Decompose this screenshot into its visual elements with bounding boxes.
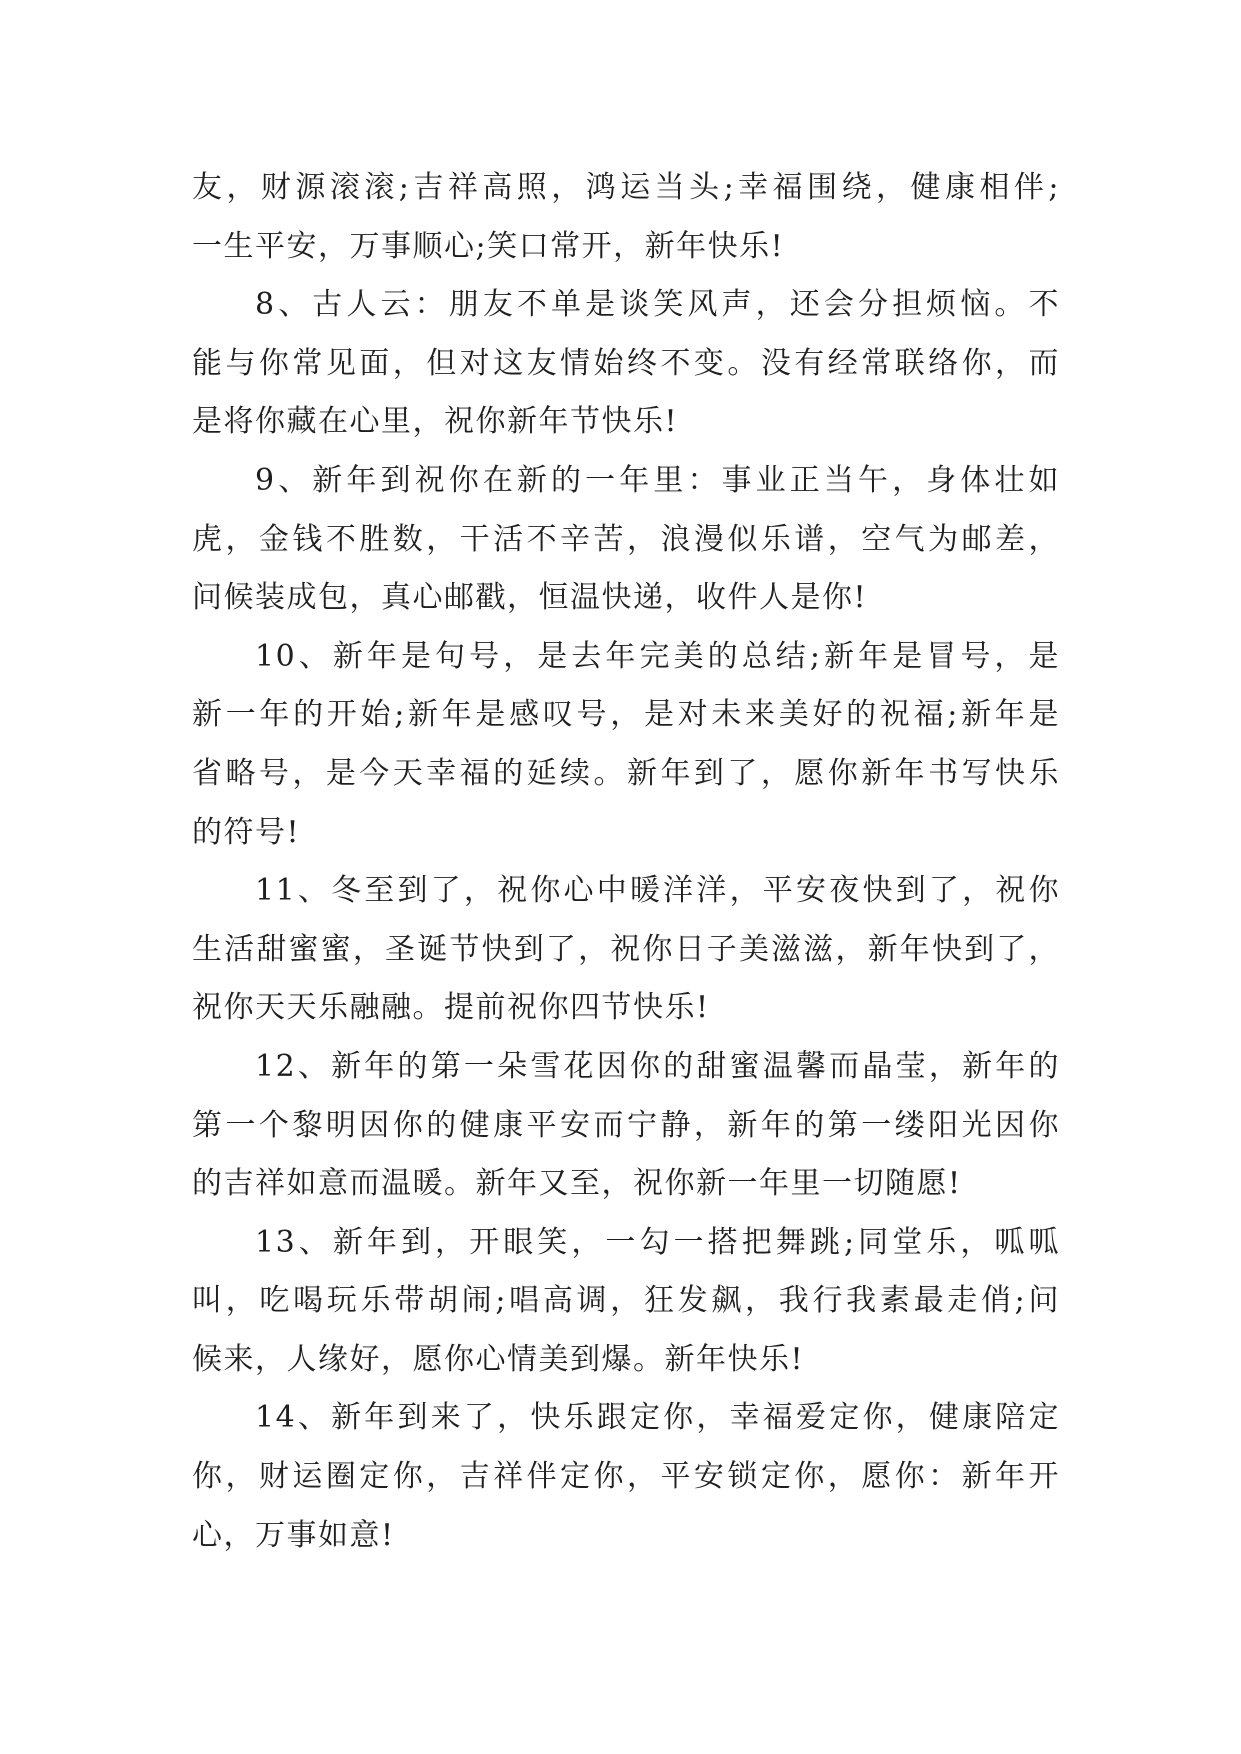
text-line: 的符号! [192, 814, 301, 850]
text-line: 13、新年到，开眼笑，一勾一搭把舞跳;同堂乐，呱呱 [255, 1224, 1060, 1260]
text-line: 省略号，是今天幸福的延续。新年到了，愿你新年书写快乐 [192, 755, 1060, 791]
text-line: 能与你常见面，但对这友情始终不变。没有经常联络你，而 [192, 345, 1060, 381]
paragraph-10 [192, 628, 1060, 862]
text-line: 祝你天天乐融融。提前祝你四节快乐! [192, 990, 710, 1026]
body-text [192, 159, 1060, 1565]
paragraph-9 [192, 452, 1060, 628]
paragraph-8 [192, 276, 1060, 452]
text-line: 9、新年到祝你在新的一年里：事业正当午，身体壮如 [255, 462, 1060, 498]
text-line: 一生平安，万事顺心;笑口常开，新年快乐! [192, 228, 785, 264]
text-line: 友，财源滚滚;吉祥高照，鸿运当头;幸福围绕，健康相伴; [192, 170, 1060, 205]
text-line: 问候装成包，真心邮戳，恒温快递，收件人是你! [192, 580, 868, 616]
paragraph-11 [192, 862, 1060, 1038]
text-line: 心，万事如意! [192, 1517, 395, 1553]
paragraph-continuation [192, 159, 1060, 276]
text-line: 你，财运圈定你，吉祥伴定你，平安锁定你，愿你：新年开 [192, 1459, 1060, 1495]
text-line: 8、古人云：朋友不单是谈笑风声，还会分担烦恼。不 [255, 287, 1060, 323]
text-line: 候来，人缘好，愿你心情美到爆。新年快乐! [192, 1341, 805, 1377]
text-line: 14、新年到来了，快乐跟定你，幸福爱定你，健康陪定 [255, 1400, 1060, 1436]
paragraph-14 [192, 1389, 1060, 1565]
text-line: 生活甜蜜蜜，圣诞节快到了，祝你日子美滋滋，新年快到了， [192, 931, 1060, 967]
text-line: 10、新年是句号，是去年完美的总结;新年是冒号，是 [255, 638, 1060, 674]
text-line: 新一年的开始;新年是感叹号，是对未来美好的祝福;新年是 [192, 697, 1060, 733]
paragraph-13 [192, 1214, 1060, 1390]
text-line: 的吉祥如意而温暖。新年又至，祝你新一年里一切随愿! [192, 1166, 962, 1202]
text-line: 是将你藏在心里，祝你新年节快乐! [192, 404, 679, 440]
text-line: 第一个黎明因你的健康平安而宁静，新年的第一缕阳光因你 [192, 1107, 1060, 1143]
paragraph-12 [192, 1038, 1060, 1214]
text-line: 虎，金钱不胜数，干活不辛苦，浪漫似乐谱，空气为邮差， [192, 521, 1060, 557]
text-line: 11、冬至到了，祝你心中暖洋洋，平安夜快到了，祝你 [255, 873, 1060, 909]
text-line: 叫，吃喝玩乐带胡闹;唱高调，狂发飙，我行我素最走俏;问 [192, 1283, 1060, 1319]
text-line: 12、新年的第一朵雪花因你的甜蜜温馨而晶莹，新年的 [255, 1048, 1060, 1084]
